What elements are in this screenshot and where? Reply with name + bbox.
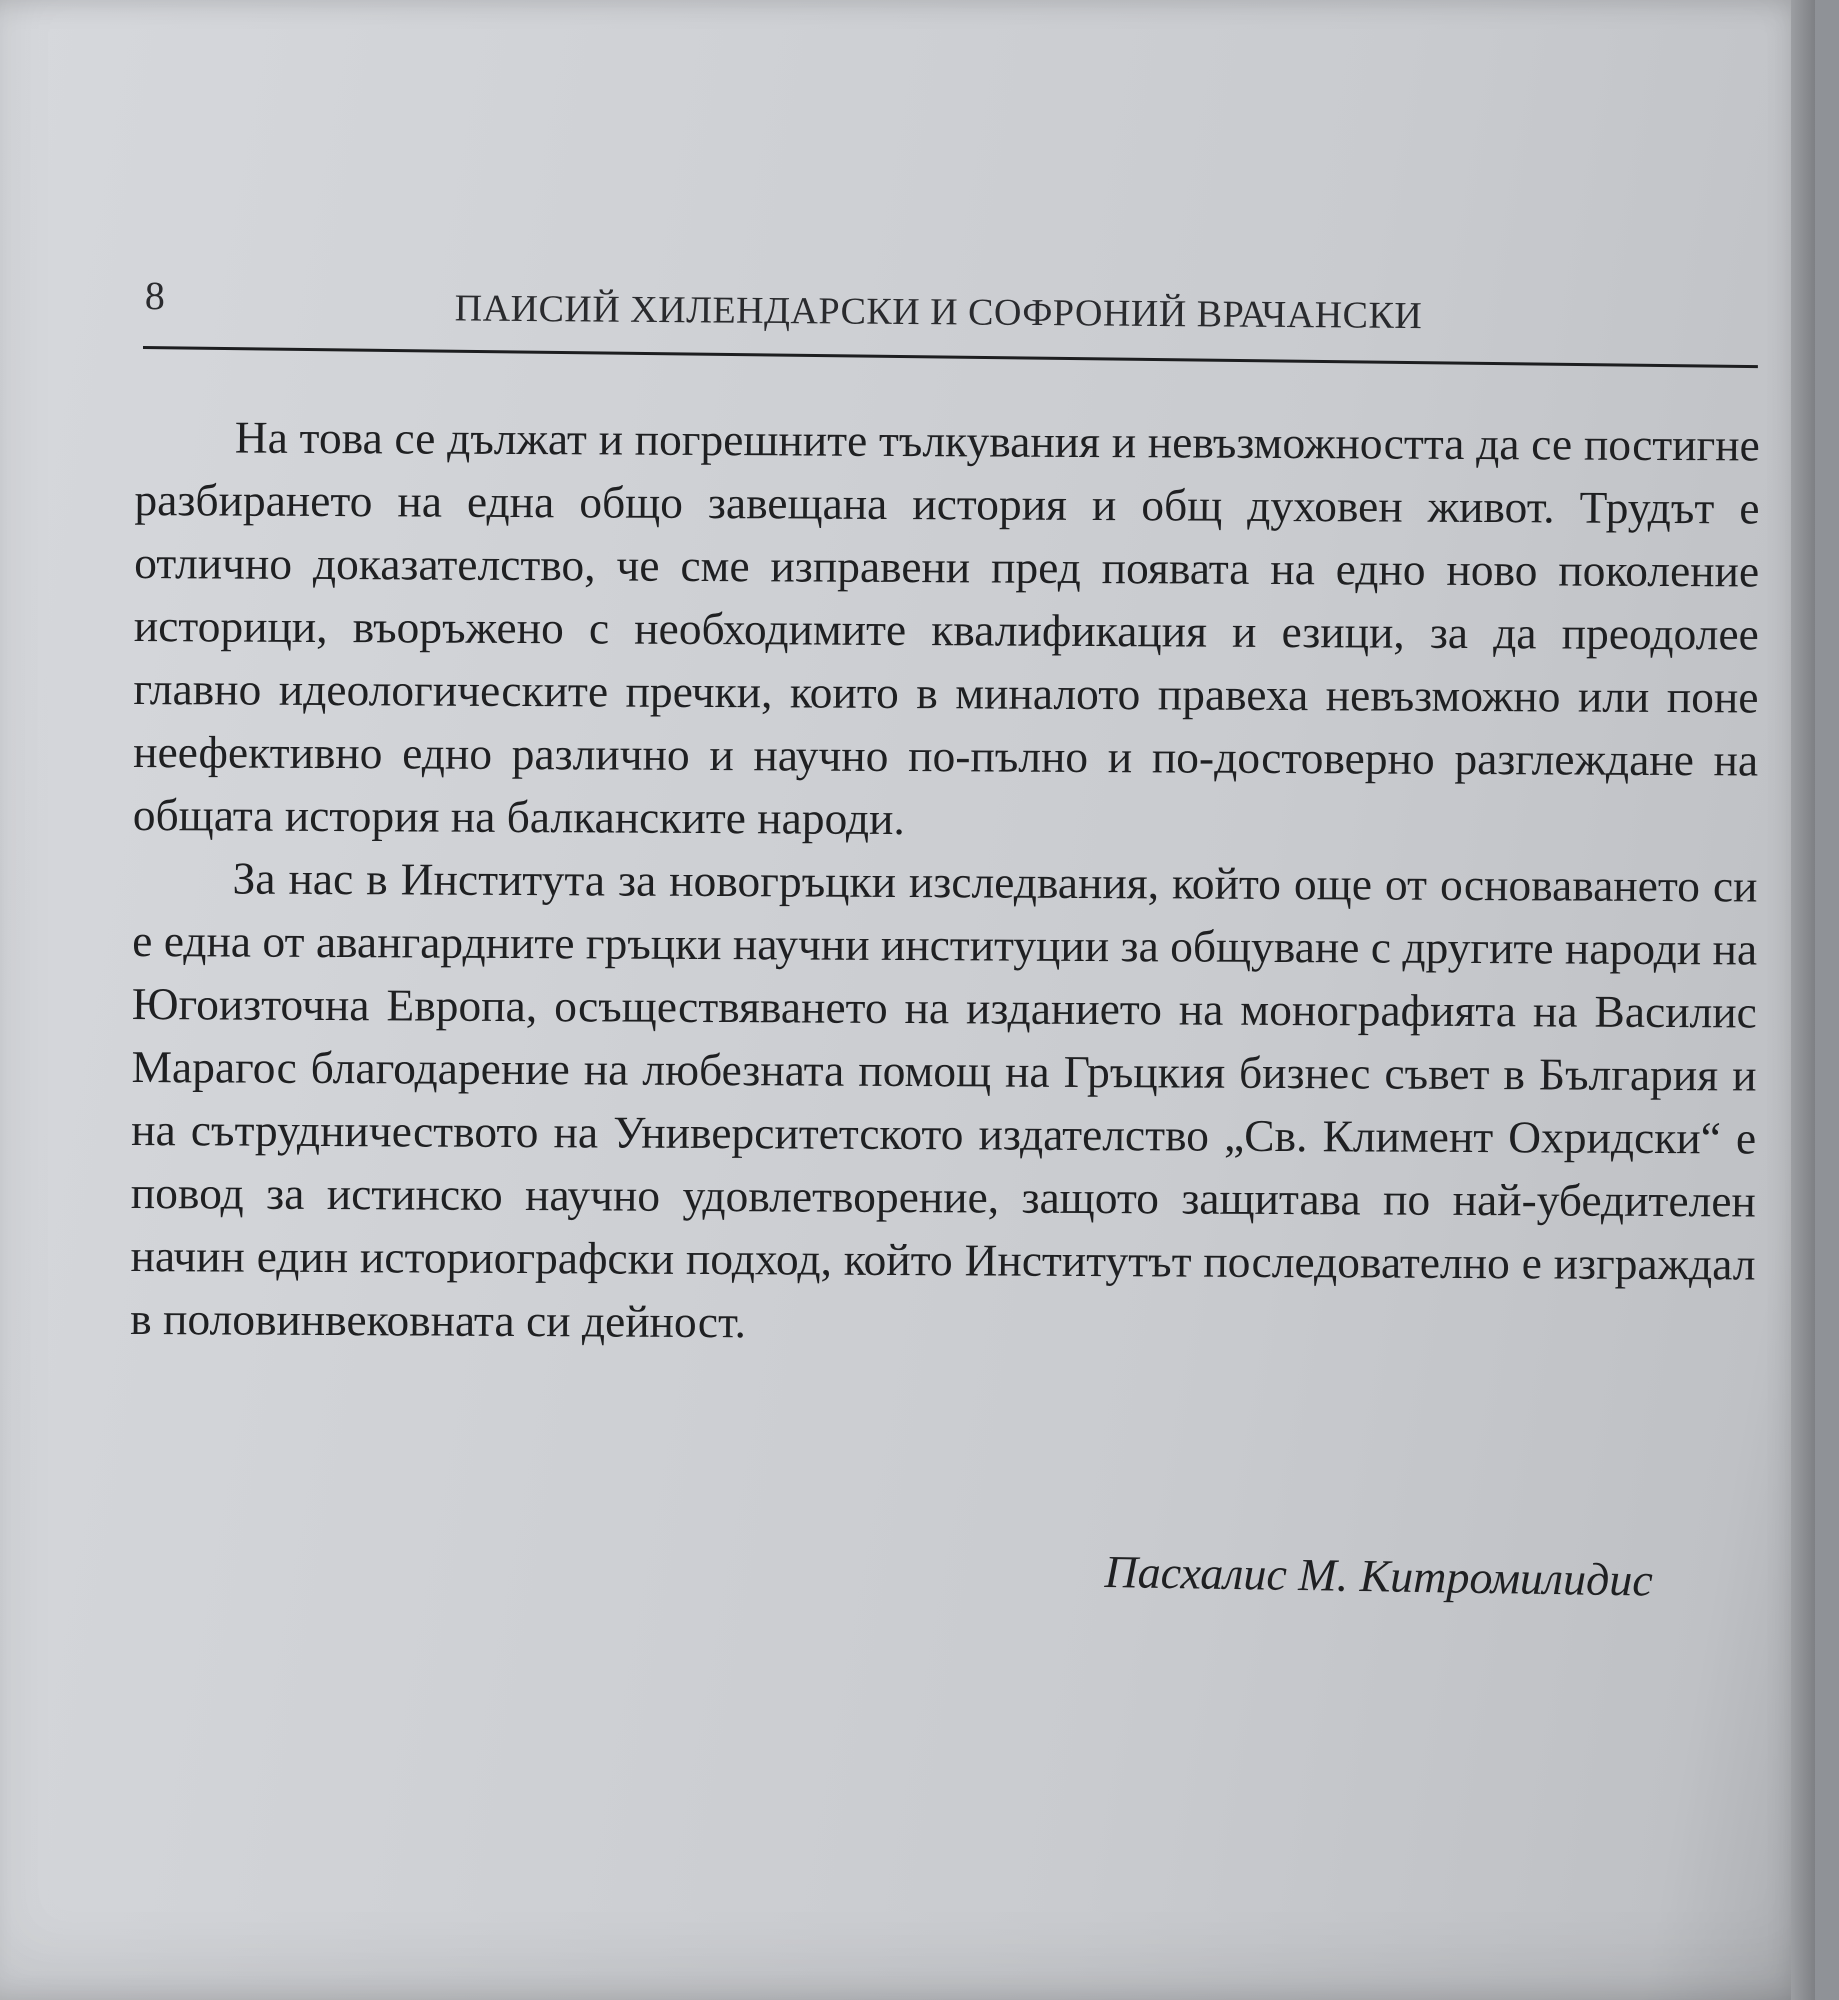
header-rule: [143, 346, 1758, 368]
paragraph: За нас в Института за новогръцки изследвания, който още от основаването си е една от авангардните гръцки научни институции за общуване с другите народи на Югоизточна Европа, осъществяването на изданието на монографията на Василис Марагос благодарение на любезната помощ на Гръцкия бизнес съвет в България и на сътрудничеството на Университетското издателство „Св. Климент Охридски“ е повод за истинско научно удовлетворение, защото защитава по най-убедителен начин един историографски подход, който Институтът последователно е изграждал в половинвековната си дейност.: [130, 852, 1758, 1348]
body-text: [130, 405, 1760, 1358]
page-number: 8: [144, 272, 165, 319]
running-head-title: ПАИСИЙ ХИЛЕНДАРСКИ И СОФРОНИЙ ВРАЧАНСКИ: [454, 287, 1423, 338]
author-signature: Пасхалис М. Китромилидис: [1104, 1545, 1654, 1606]
running-head: [145, 272, 1755, 345]
paragraph: На това се дължат и погрешните тълкувания и невъзможността да се постигне разбирането на една общо завещана история и общ духовен живот. Трудът е отлично доказателство, че сме изправени пред появата на едно ново поколение историци, въоръжено с необходимите квалификация и езици, за да преодолее главно идеологическите пречки, които в миналото правеха невъзможно или поне неефективно едно различно и научно по-пълно и по-достоверно разглеждане на общата история на балканските народи.: [132, 411, 1760, 845]
page-edge: [1791, 0, 1815, 2000]
